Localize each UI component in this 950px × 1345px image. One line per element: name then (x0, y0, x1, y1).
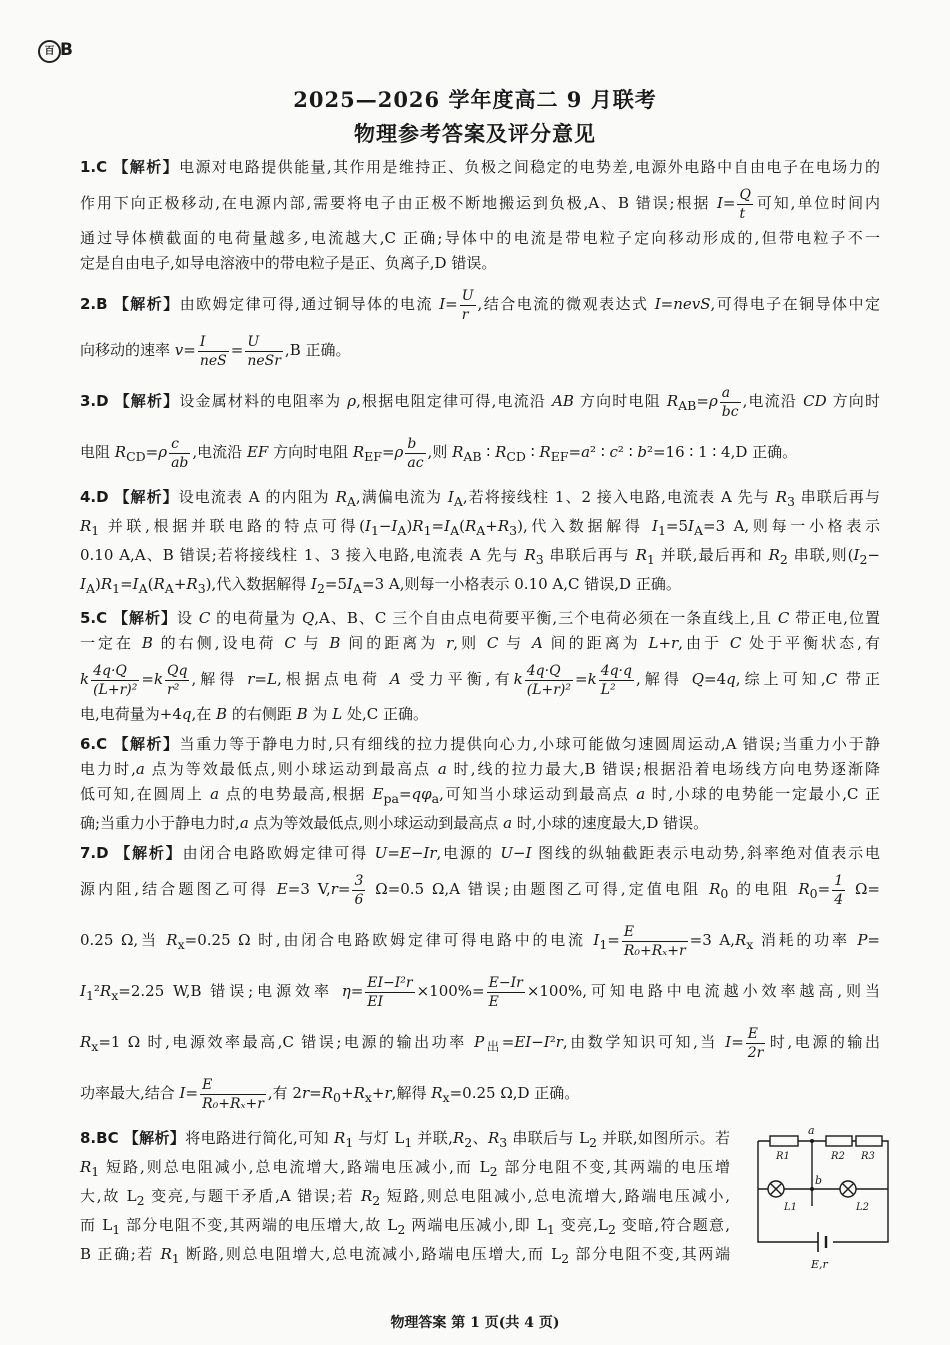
node-a-dot (810, 1139, 814, 1143)
answer-6: 6.C 【解析】当重力等于静电力时,只有细线的拉力提供向心力,小球可能做匀速圆周运动,A 错误;当重力小于静 电力时,a 点为等效最低点,则小球运动到最高点 a 时,线的拉力最大,B 错误;根据沿着电场线方向电势逐渐降 低可知,在圆周上 a 点的电势最高,根据 $E_{pa}=q\varphi_a$,可知当小球运动到最高点 a 时,小球的电势能一定最小,C 正 确;当重力小于静电力时,a 点为等效最低点,则小球运动到最高点 a 时,小球的速度最大,D 错误。 (80, 735, 880, 832)
analysis-tag: 【解析】 (113, 295, 180, 313)
answer-1: 1.C 【解析】电源对电路提供能量,其作用是维持正、负极之间稳定的电势差,电源外电路中自由电子在电场力的 作用下向正极移动,在电源内部,需要将电子由正极不断地搬运到负极,A、B 错误;根据 I= $\frac{Q}{t}$ 可知,单位时间内 通过导体横截面的电荷量越多,电流越大,C 正确;导体中的电流是带电粒子定向移动形成的,但带电粒子不一 定是自由电子,如导电溶液中的带电粒子是正、负离子,D 错误。 (80, 158, 880, 272)
answer-3: 3.D 【解析】设金属材料的电阻率为 ρ,根据电阻定律可得,电流沿 AB 方向时电阻 $R_{AB}=\rho$ $\frac{a}{bc}$ ,电流沿 CD 方向时 电阻 $R_{CD}=\rho$ $\frac{c}{ab}$ ,电流沿 EF 方向时电阻 $R_{EF}=\rho$ $\frac{b}{ac}$ ,则 $R_{AB}$ ∶ $R_{CD}$ ∶ $R_{EF}=a^2$ ∶ c² ∶ b²=16 ∶ 1 ∶ 4,D 正确。 (80, 384, 880, 471)
answer-8: 8.BC 【解析】将电路进行简化,可知 $R_1$ 与灯 $L_1$ 并联$,R_2$、$R_3$ 串联后与 $L_2$ 并联,如图所示。若 $R_1$ 短路,则总电阻减小,总电流增大,路端电压减小,而 $L_2$ 部分电阻不变,其两端的电压增 大,故 $L_2$ 变亮,与题干矛盾,A 错误;若 $R_2$ 短路,则总电阻减小,总电流增大,路端电压减小, 而 $L_1$ 部分电阻不变,其两端的电压增大,故 $L_2$ 两端电压减小,即 $L_1$ 变亮$,L_2$ 变暗,符合题意, B 正确;若 $R_1$ 断路,则总电阻增大,总电流减小,路端电压增大,而 $L_2$ 部分电阻不变,其两端 a b R1 R2 R3 L1 L2 E,r (80, 1126, 880, 1271)
answer-7: 7.D 【解析】由闭合电路欧姆定律可得 U=E−Ir,电源的 U−I 图线的纵轴截距表示电动势,斜率绝对值表示电 源内阻,结合题图乙可得 E=3 V,r= $\frac{3}{6}$ Ω=0.5 Ω,A 错误;由题图乙可得,定值电阻 $R_0$ 的电阻 $R_0=$ $\frac{1}{4}$ Ω= 0.25 Ω,当 $R_x=0.25$ Ω 时,由闭合电路欧姆定律可得电路中的电流 $I_1=$ $\frac{E}{\text{R₀+Rₓ+r}}$ =3 $A,R_x$ 消耗的功率 P= $I_1^2R_x=2.25$ W,B 错误;电源效率 η= $\frac{\text{EI−I²r}}{EI}$ ×100%= $\frac{E-Ir}{E}$ ×100%,可知电路中电流越小效率越高,则当 $R_x=1$ Ω 时,电源效率最高,C 错误;电源的输出功率 $P_出=EI-I^2r$,由数学知识可知,当 I= $\frac{E}{2r}$ 时,电源的输出 功率最大,结合 I= $\frac{E}{\text{R₀+Rₓ+r}}$ ,有 $2r=R_0+R_x+r$,解得 $R_x=0.25$ Ω,D 正确。 (80, 844, 881, 1112)
analysis-tag: 【解析】 (115, 844, 183, 862)
resistor-r1 (770, 1136, 798, 1146)
answer-number: 6.C (80, 735, 108, 753)
node-b-label: b (815, 1174, 823, 1187)
answer-number: 4.D (80, 488, 109, 506)
exam-title: 2025—2026 学年度高二 9 月联考 (293, 87, 657, 112)
l1-label: L1 (784, 1202, 798, 1213)
analysis-tag: 【解析】 (114, 392, 180, 410)
r3-label: R3 (861, 1151, 875, 1162)
resistor-r2 (826, 1136, 852, 1146)
answer-number: 1.C (80, 158, 108, 176)
analysis-tag: 【解析】 (113, 158, 180, 176)
publisher-logo (38, 38, 78, 64)
answer-number: 8.BC (80, 1129, 119, 1147)
answer-number: 5.C (80, 609, 108, 627)
node-b-dot (810, 1187, 814, 1191)
node-a-label: a (808, 1124, 815, 1137)
page-footer: 物理答案 第 1 页(共 4 页) (390, 1315, 560, 1331)
answer-number: 3.D (80, 392, 109, 410)
answer-number: 2.B (80, 295, 108, 313)
answer-key-title: 物理参考答案及评分意见 (354, 121, 596, 146)
analysis-tag: 【解析】 (112, 609, 178, 627)
answer-5: 5.C 【解析】设 C 的电荷量为 Q,A、B、C 三个自由点电荷要平衡,三个电荷必须在一条直线上,且 C 带正电,位置 一定在 B 的右侧,设电荷 C 与 B 间的距离为 r,则 C 与 A 间的距离为 L+r,由于 C 处于平衡状态,有 k $\frac{4q\cdot Q}{\text{(L+r)²}}$ =k $\frac{Qq}{\text{r²}}$ ,解得 r=L,根据点电荷 A 受力平衡,有k $\frac{4q\cdot Q}{\text{(L+r)²}}$ =k $\frac{4q\cdot q}{\text{L²}}$ ,解得 Q=4q,综上可知,C 带正 电,电荷量为+4q,在 B 的右侧距 B 为 L 处,C 正确。 (80, 609, 880, 723)
analysis-tag: 【解析】 (114, 488, 179, 506)
analysis-tag: 【解析】 (113, 735, 180, 753)
source-label: E,r (811, 1258, 828, 1271)
answer-4: 4.D 【解析】设电流表 A 的内阻为 $R_A$,满偏电流为 $I_A$,若将接线柱 1、2 接入电路,电流表 A 先与 $R_3$ 串联后再与 $R_1$ 并联,根据并联电路的特点可得$(I_1-I_A)R_1=I_A(R_A+R_3)$,代入数据解得 $I_1=5I_A=3$ A,则每一小格表示 0.10 A,A、B 错误;若将接线柱 1、3 接入电路,电流表 A 先与 $R_3$ 串联后再与 $R_1$ 并联,最后再和 $R_2$ 串联,则($I_2-$ $I_A)R_1=I_A(R_A+R_3)$,代入数据解得 $I_2=5I_A=3$ A,则每一小格表示 0.10 A,C 错误,D 正确。 (80, 488, 881, 596)
logo-letter: B (60, 40, 73, 60)
l2-label: L2 (856, 1202, 870, 1213)
circuit-diagram (748, 1124, 898, 1272)
analysis-tag: 【解析】 (123, 1129, 186, 1147)
resistor-r3 (856, 1136, 882, 1146)
r2-label: R2 (831, 1151, 845, 1162)
answer-content (80, 150, 880, 1271)
answer-number: 7.D (80, 844, 109, 862)
r1-label: R1 (776, 1151, 790, 1162)
logo-mark: 百 (38, 40, 61, 63)
answer-2: 2.B 【解析】由欧姆定律可得,通过铜导体的电流 I= $\frac{U}{r}$ ,结合电流的微观表达式 I=nevS,可得电子在铜导体中定 向移动的速率 v= $\frac{I}{\text{neS}}$ = $\frac{U}{\text{neSr}}$ ,B 正确。 (80, 287, 880, 369)
